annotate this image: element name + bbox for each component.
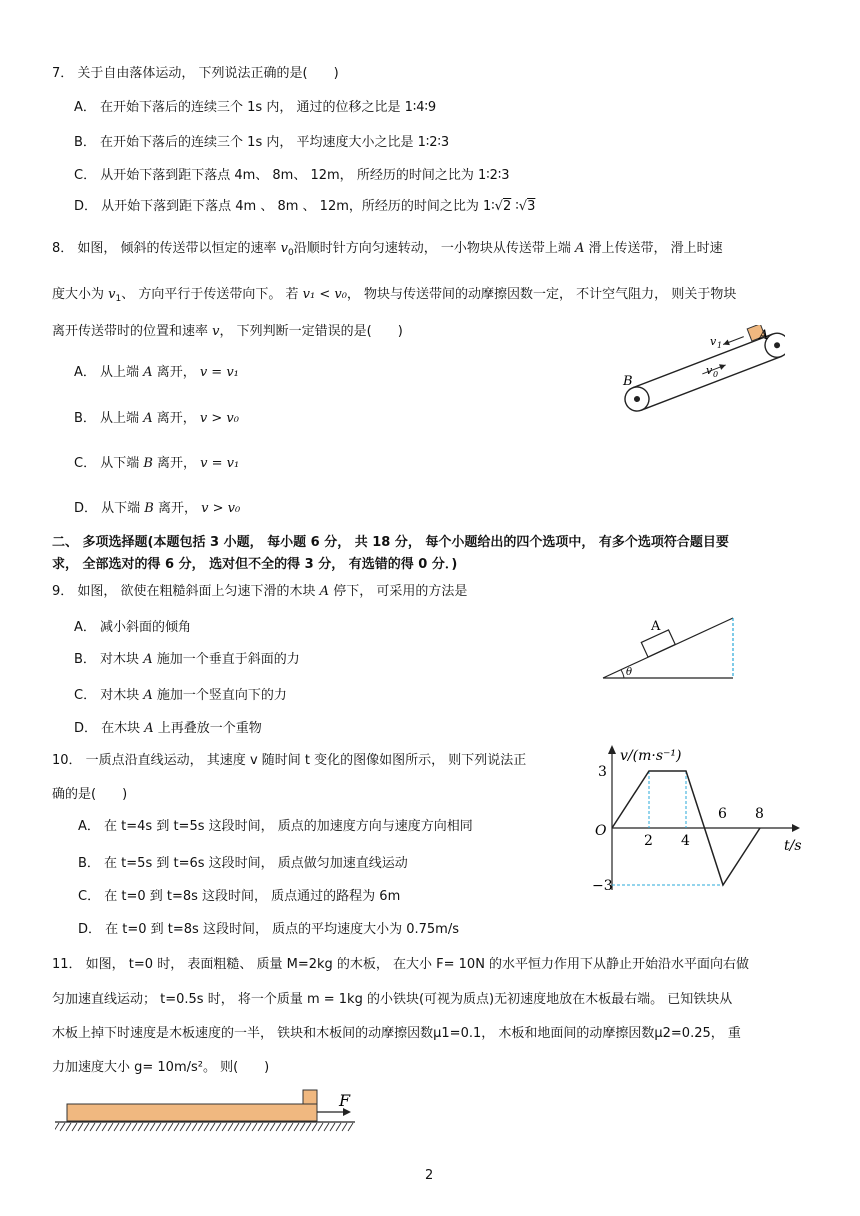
ground-hatch bbox=[258, 1123, 263, 1131]
section2-header-line2: 求， 全部选对的得 6 分， 选对但不全的得 3 分， 有选错的得 0 分．) bbox=[52, 557, 458, 572]
ground-hatch bbox=[342, 1123, 347, 1131]
ground-hatch bbox=[126, 1123, 131, 1131]
ground-hatch bbox=[120, 1123, 125, 1131]
ground-hatch bbox=[312, 1123, 317, 1131]
ground-hatch bbox=[288, 1123, 293, 1131]
q7-option-b: B． 在开始下落后的连续三个 1s 内， 平均速度大小之比是 1∶2∶3 bbox=[74, 135, 450, 150]
ground-hatch bbox=[96, 1123, 101, 1131]
ground-hatch bbox=[78, 1123, 83, 1131]
svg-text:1: 1 bbox=[717, 341, 723, 350]
incline-figure bbox=[598, 608, 743, 684]
block-label: A bbox=[651, 619, 661, 634]
ground-hatch bbox=[150, 1123, 155, 1131]
ground-hatch bbox=[55, 1123, 59, 1131]
q10-option-d: D． 在 t=0 到 t=8s 这段时间， 质点的平均速度大小为 0.75m/s bbox=[78, 922, 459, 937]
ground-hatch bbox=[102, 1123, 107, 1131]
x-tick-label: 8 bbox=[755, 806, 764, 822]
q9-option-d: D． 在木块 A 上再叠放一个重物 bbox=[74, 721, 262, 736]
ground-hatch bbox=[168, 1123, 173, 1131]
q11-line4: 力加速度大小 g= 10m/s²。 则( ) bbox=[52, 1060, 270, 1075]
q10-stem-line2: 确的是( ) bbox=[52, 787, 128, 802]
ground-hatch bbox=[174, 1123, 179, 1131]
q7-option-c: C． 从开始下落到距下落点 4m、 8m、 12m， 所经历的时间之比为 1∶2∶3 bbox=[74, 168, 510, 183]
q8-stem-line2: 度大小为 $v_1$、 方向平行于传送带向下。 若 v₁ < v₀， 物块与传送带间的动摩擦因数一定， 不计空气阻力， 则关于物块 bbox=[52, 287, 737, 304]
svg-text:0: 0 bbox=[713, 370, 719, 379]
label-b: B bbox=[623, 374, 633, 389]
ground-hatch bbox=[72, 1123, 77, 1131]
ground-hatch bbox=[306, 1123, 311, 1131]
q8-option-c: C． 从下端 B 离开， v = v₁ bbox=[74, 456, 240, 471]
q9-option-c: C． 对木块 A 施加一个竖直向下的力 bbox=[74, 688, 287, 703]
ground-hatch bbox=[348, 1123, 353, 1131]
y-axis-label: v/(m·s⁻¹) bbox=[620, 748, 682, 764]
q10-stem-line1: 10． 一质点沿直线运动， 其速度 v 随时间 t 变化的图像如图所示， 则下列说法正 bbox=[52, 753, 527, 768]
x-tick-label: 2 bbox=[644, 833, 653, 849]
page-number: 2 bbox=[425, 1168, 434, 1183]
velocity-time-chart bbox=[586, 740, 811, 900]
x-tick-label: 4 bbox=[681, 833, 690, 849]
q10-option-b: B． 在 t=5s 到 t=6s 这段时间， 质点做匀加速直线运动 bbox=[78, 856, 408, 871]
q11-line1: 11． 如图， t=0 时， 表面粗糙、 质量 M=2kg 的木板， 在大小 F= 10N 的水平恒力作用下从静止开始沿水平面向右做 bbox=[52, 957, 750, 972]
q9-option-b: B． 对木块 A 施加一个垂直于斜面的力 bbox=[74, 652, 300, 667]
ground-hatch bbox=[240, 1123, 245, 1131]
ground-hatch bbox=[198, 1123, 203, 1131]
x-axis-label: t/s bbox=[784, 838, 802, 854]
ground-hatch bbox=[84, 1123, 89, 1131]
q11-line3: 木板上掉下时速度是木板速度的一半， 铁块和木板间的动摩擦因数μ1=0.1， 木板和地面间的动摩擦因数μ2=0.25， 重 bbox=[52, 1026, 741, 1041]
q10-option-a: A． 在 t=4s 到 t=5s 这段时间， 质点的加速度方向与速度方向相同 bbox=[78, 819, 473, 834]
ground-hatch bbox=[294, 1123, 299, 1131]
ground-hatch bbox=[144, 1123, 149, 1131]
ground-hatch bbox=[66, 1123, 71, 1131]
ground-hatch bbox=[336, 1123, 341, 1131]
ground-hatch bbox=[162, 1123, 167, 1131]
q8-option-a: A． 从上端 A 离开， v = v₁ bbox=[74, 365, 239, 380]
ground-hatch bbox=[228, 1123, 233, 1131]
q8-stem-line3: 离开传送带时的位置和速率 v， 下列判断一定错误的是( ) bbox=[52, 324, 403, 339]
q8-stem-line1: 8． 如图， 倾斜的传送带以恒定的速率 $v_0$沿顺时针方向匀速转动， 一小物块从传送带上端 A 滑上传送带， 滑上时速 bbox=[52, 241, 723, 258]
ground-hatch bbox=[270, 1123, 275, 1131]
ground-hatch bbox=[318, 1123, 323, 1131]
sqrt-symbol: √ bbox=[494, 199, 503, 214]
x-tick-label: 6 bbox=[718, 806, 727, 822]
board-figure bbox=[55, 1086, 365, 1136]
label-v1: v bbox=[710, 335, 717, 348]
q9-option-a: A． 减小斜面的倾角 bbox=[74, 620, 192, 635]
ground-hatch bbox=[138, 1123, 143, 1131]
ground-hatch bbox=[222, 1123, 227, 1131]
ground-hatch bbox=[192, 1123, 197, 1131]
q8-option-d: D． 从下端 B 离开， v > v₀ bbox=[74, 501, 241, 516]
ground-hatch bbox=[156, 1123, 161, 1131]
angle-label: θ bbox=[626, 667, 633, 678]
q8-option-b: B． 从上端 A 离开， v > v₀ bbox=[74, 411, 239, 426]
q10-option-c: C． 在 t=0 到 t=8s 这段时间， 质点通过的路程为 6m bbox=[78, 889, 401, 904]
ground-hatch bbox=[180, 1123, 185, 1131]
ground-hatch bbox=[90, 1123, 95, 1131]
ground-hatch bbox=[282, 1123, 287, 1131]
ground-hatch bbox=[210, 1123, 215, 1131]
iron-block bbox=[303, 1090, 317, 1104]
ground-hatch bbox=[324, 1123, 329, 1131]
label-a: A bbox=[759, 328, 769, 343]
ground-hatch bbox=[132, 1123, 137, 1131]
y-tick-label: 3 bbox=[598, 764, 607, 780]
q7-stem: 7． 关于自由落体运动， 下列说法正确的是( ) bbox=[52, 66, 339, 81]
y-tick-label: −3 bbox=[592, 878, 613, 894]
ground-hatch bbox=[264, 1123, 269, 1131]
q11-line2: 匀加速直线运动； t=0.5s 时， 将一个质量 m = 1kg 的小铁块(可视为质点)无初速度地放在木板最右端。 已知铁块从 bbox=[52, 992, 733, 1007]
label-v0: v bbox=[706, 364, 713, 377]
ground-hatch bbox=[204, 1123, 209, 1131]
conveyor-belt-figure bbox=[615, 325, 785, 420]
wooden-board bbox=[67, 1104, 317, 1121]
q9-stem: 9． 如图， 欲使在粗糙斜面上匀速下滑的木块 A 停下， 可采用的方法是 bbox=[52, 584, 468, 599]
ground-hatch bbox=[330, 1123, 335, 1131]
ground-hatch bbox=[60, 1123, 65, 1131]
origin-label: O bbox=[595, 823, 607, 839]
ground-hatch bbox=[252, 1123, 257, 1131]
ground-hatch bbox=[300, 1123, 305, 1131]
force-label: F bbox=[339, 1091, 351, 1110]
section2-header-line1: 二、 多项选择题(本题包括 3 小题， 每小题 6 分， 共 18 分， 每个小题给出的四个选项中， 有多个选项符合题目要 bbox=[52, 535, 729, 550]
ground-hatch bbox=[216, 1123, 221, 1131]
ground-hatch bbox=[246, 1123, 251, 1131]
ground-hatch bbox=[108, 1123, 113, 1131]
q7-option-a: A． 在开始下落后的连续三个 1s 内， 通过的位移之比是 1∶4∶9 bbox=[74, 100, 437, 115]
q7-option-d: D． 从开始下落到距下落点 4m 、 8m 、 12m，所经历的时间之比为 1∶√2 ∶√3 bbox=[74, 199, 536, 214]
ground-hatch bbox=[114, 1123, 119, 1131]
ground-hatch bbox=[186, 1123, 191, 1131]
ground-hatch bbox=[276, 1123, 281, 1131]
ground-hatch bbox=[234, 1123, 239, 1131]
